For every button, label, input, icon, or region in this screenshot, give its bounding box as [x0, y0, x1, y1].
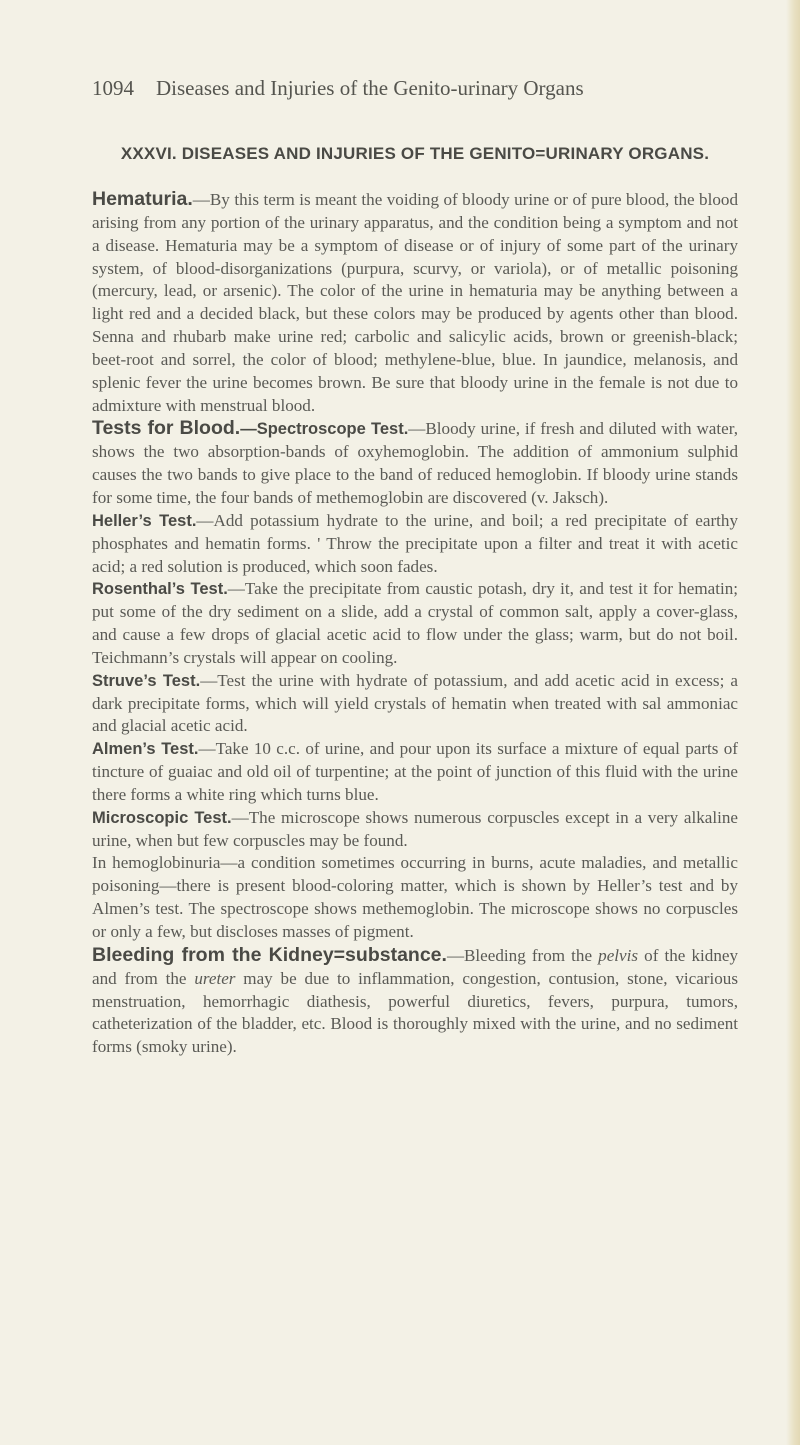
heading-hellers-test: Heller’s Test.: [92, 511, 197, 530]
paragraph-hemoglobinuria: [92, 852, 738, 943]
heading-hematuria: Hematuria.: [92, 188, 193, 210]
text-bleeding-kidney-3: may be due to inflammation, congestion, contusion, stone, vicarious menstruation, hemorrhagic diathesis, powerful diuretics, fevers, purpura, tumors, catheterization of the bladder, etc. Blood is thoroughly mixed with the urine, and no sediment forms (smoky urine).: [92, 968, 738, 1057]
text-bleeding-kidney-1: —Bleeding from the: [446, 945, 599, 965]
text-struves-test: —Test the urine with hydrate of potassium, and add acetic acid in excess; a dark precipitate forms, which will yield crystals of hematin when treated with sal ammoniac and glacial acetic acid.: [92, 670, 738, 736]
heading-almens-test: Almen’s Test.: [92, 740, 199, 759]
text-microscopic-test: —The microscope shows numerous corpuscles except in a very alkaline urine, when but few corpuscles may be found.: [92, 807, 738, 850]
text-hematuria: —By this term is meant the voiding of bloody urine or of pure blood, the blood arising from any portion of the urinary apparatus, and the condition being a symptom and not a disease. Hematuria may be a symptom of disease or of injury of some part of the urinary system, of blood-disorganizations (purpura, scurvy, or variola), or of metallic poisoning (mercury, lead, or arsenic). The color of the urine in hematuria may be anything between a light red and a decided black, but these colors may be produced by agents other than blood. Senna and rhubarb make urine red; carbolic and salicylic acids, brown or greenish-black; beet-root and sorrel, the color of blood; methylene-blue, blue. In jaundice, melanosis, and splenic fever the urine becomes brown. Be sure that bloody urine in the female is not due to admixture with menstrual blood.: [92, 190, 738, 415]
chapter-title: XXXVI. DISEASES AND INJURIES OF THE GENITO=URINARY ORGANS.: [120, 144, 710, 163]
paragraph-hellers-test: [92, 510, 738, 579]
heading-bleeding-kidney: Bleeding from the Kidney=substance.: [92, 943, 447, 966]
heading-microscopic-test: Microscopic Test.: [92, 808, 232, 827]
text-hemoglobinuria: In hemoglobinuria—a condition sometimes occurring in burns, acute maladies, and metallic poisoning—there is present blood-coloring matter, which is shown by Heller’s test and by Almen’s test. The spectroscope shows methemoglobin. The microscope shows no corpuscles or only a few, but discloses masses of pigment.: [92, 853, 738, 941]
heading-tests-for-blood: Tests for Blood.: [92, 417, 241, 440]
running-title: Diseases and Injuries of the Genito-urinary Organs: [156, 76, 584, 100]
text-rosenthals-test: —Take the precipitate from caustic potash, dry it, and test it for hematin; put some of the dry sediment on a slide, add a crystal of common salt, apply a cover-glass, and cause a few drops of glacial acetic acid to flow under the glass; warm, but do not boil. Teichmann’s crystals will appear on cooling.: [92, 579, 739, 667]
term-ureter: ureter: [194, 968, 236, 988]
heading-rosenthals-test: Rosenthal’s Test.: [92, 580, 228, 599]
page-edge: [786, 0, 800, 1445]
paragraph-tests-for-blood: [92, 417, 738, 509]
text-bleeding-kidney-2: of the kidney and from the: [92, 945, 738, 988]
paragraph-hematuria: [92, 188, 738, 417]
paragraph-rosenthals-test: [92, 578, 738, 669]
running-header: [92, 76, 712, 101]
heading-struves-test: Struve’s Test.: [92, 671, 201, 690]
text-almens-test: —Take 10 c.c. of urine, and pour upon its surface a mixture of equal parts of tincture of guaiac and old oil of turpentine; at the point of junction of this fluid with the urine there forms a white ring which turns blue.: [92, 739, 738, 804]
paragraph-almens-test: [92, 738, 738, 807]
term-pelvis: pelvis: [598, 945, 639, 965]
text-spectroscope-test: —Bloody urine, if fresh and diluted with water, shows the two absorption-bands of oxyhemoglobin. The addition of ammonium sulphid causes the two bands to give place to the band of reduced hemoglobin. If bloody urine stands for some time, the four bands of methemoglobin are discovered (v. Jaksch).: [92, 419, 738, 507]
subheading-spectroscope-test: —Spectroscope Test.: [240, 420, 409, 439]
body-text: [92, 188, 738, 1059]
paragraph-microscopic-test: [92, 807, 738, 853]
text-hellers-test: —Add potassium hydrate to the urine, and boil; a red precipitate of earthy phosphates and hematin forms. ' Throw the precipitate upon a filter and treat it with acetic acid; a red solution is produced, which soon fades.: [92, 510, 738, 576]
page-number: 1094: [92, 76, 134, 100]
paragraph-bleeding-kidney: [92, 944, 738, 1059]
paragraph-struves-test: [92, 670, 738, 739]
